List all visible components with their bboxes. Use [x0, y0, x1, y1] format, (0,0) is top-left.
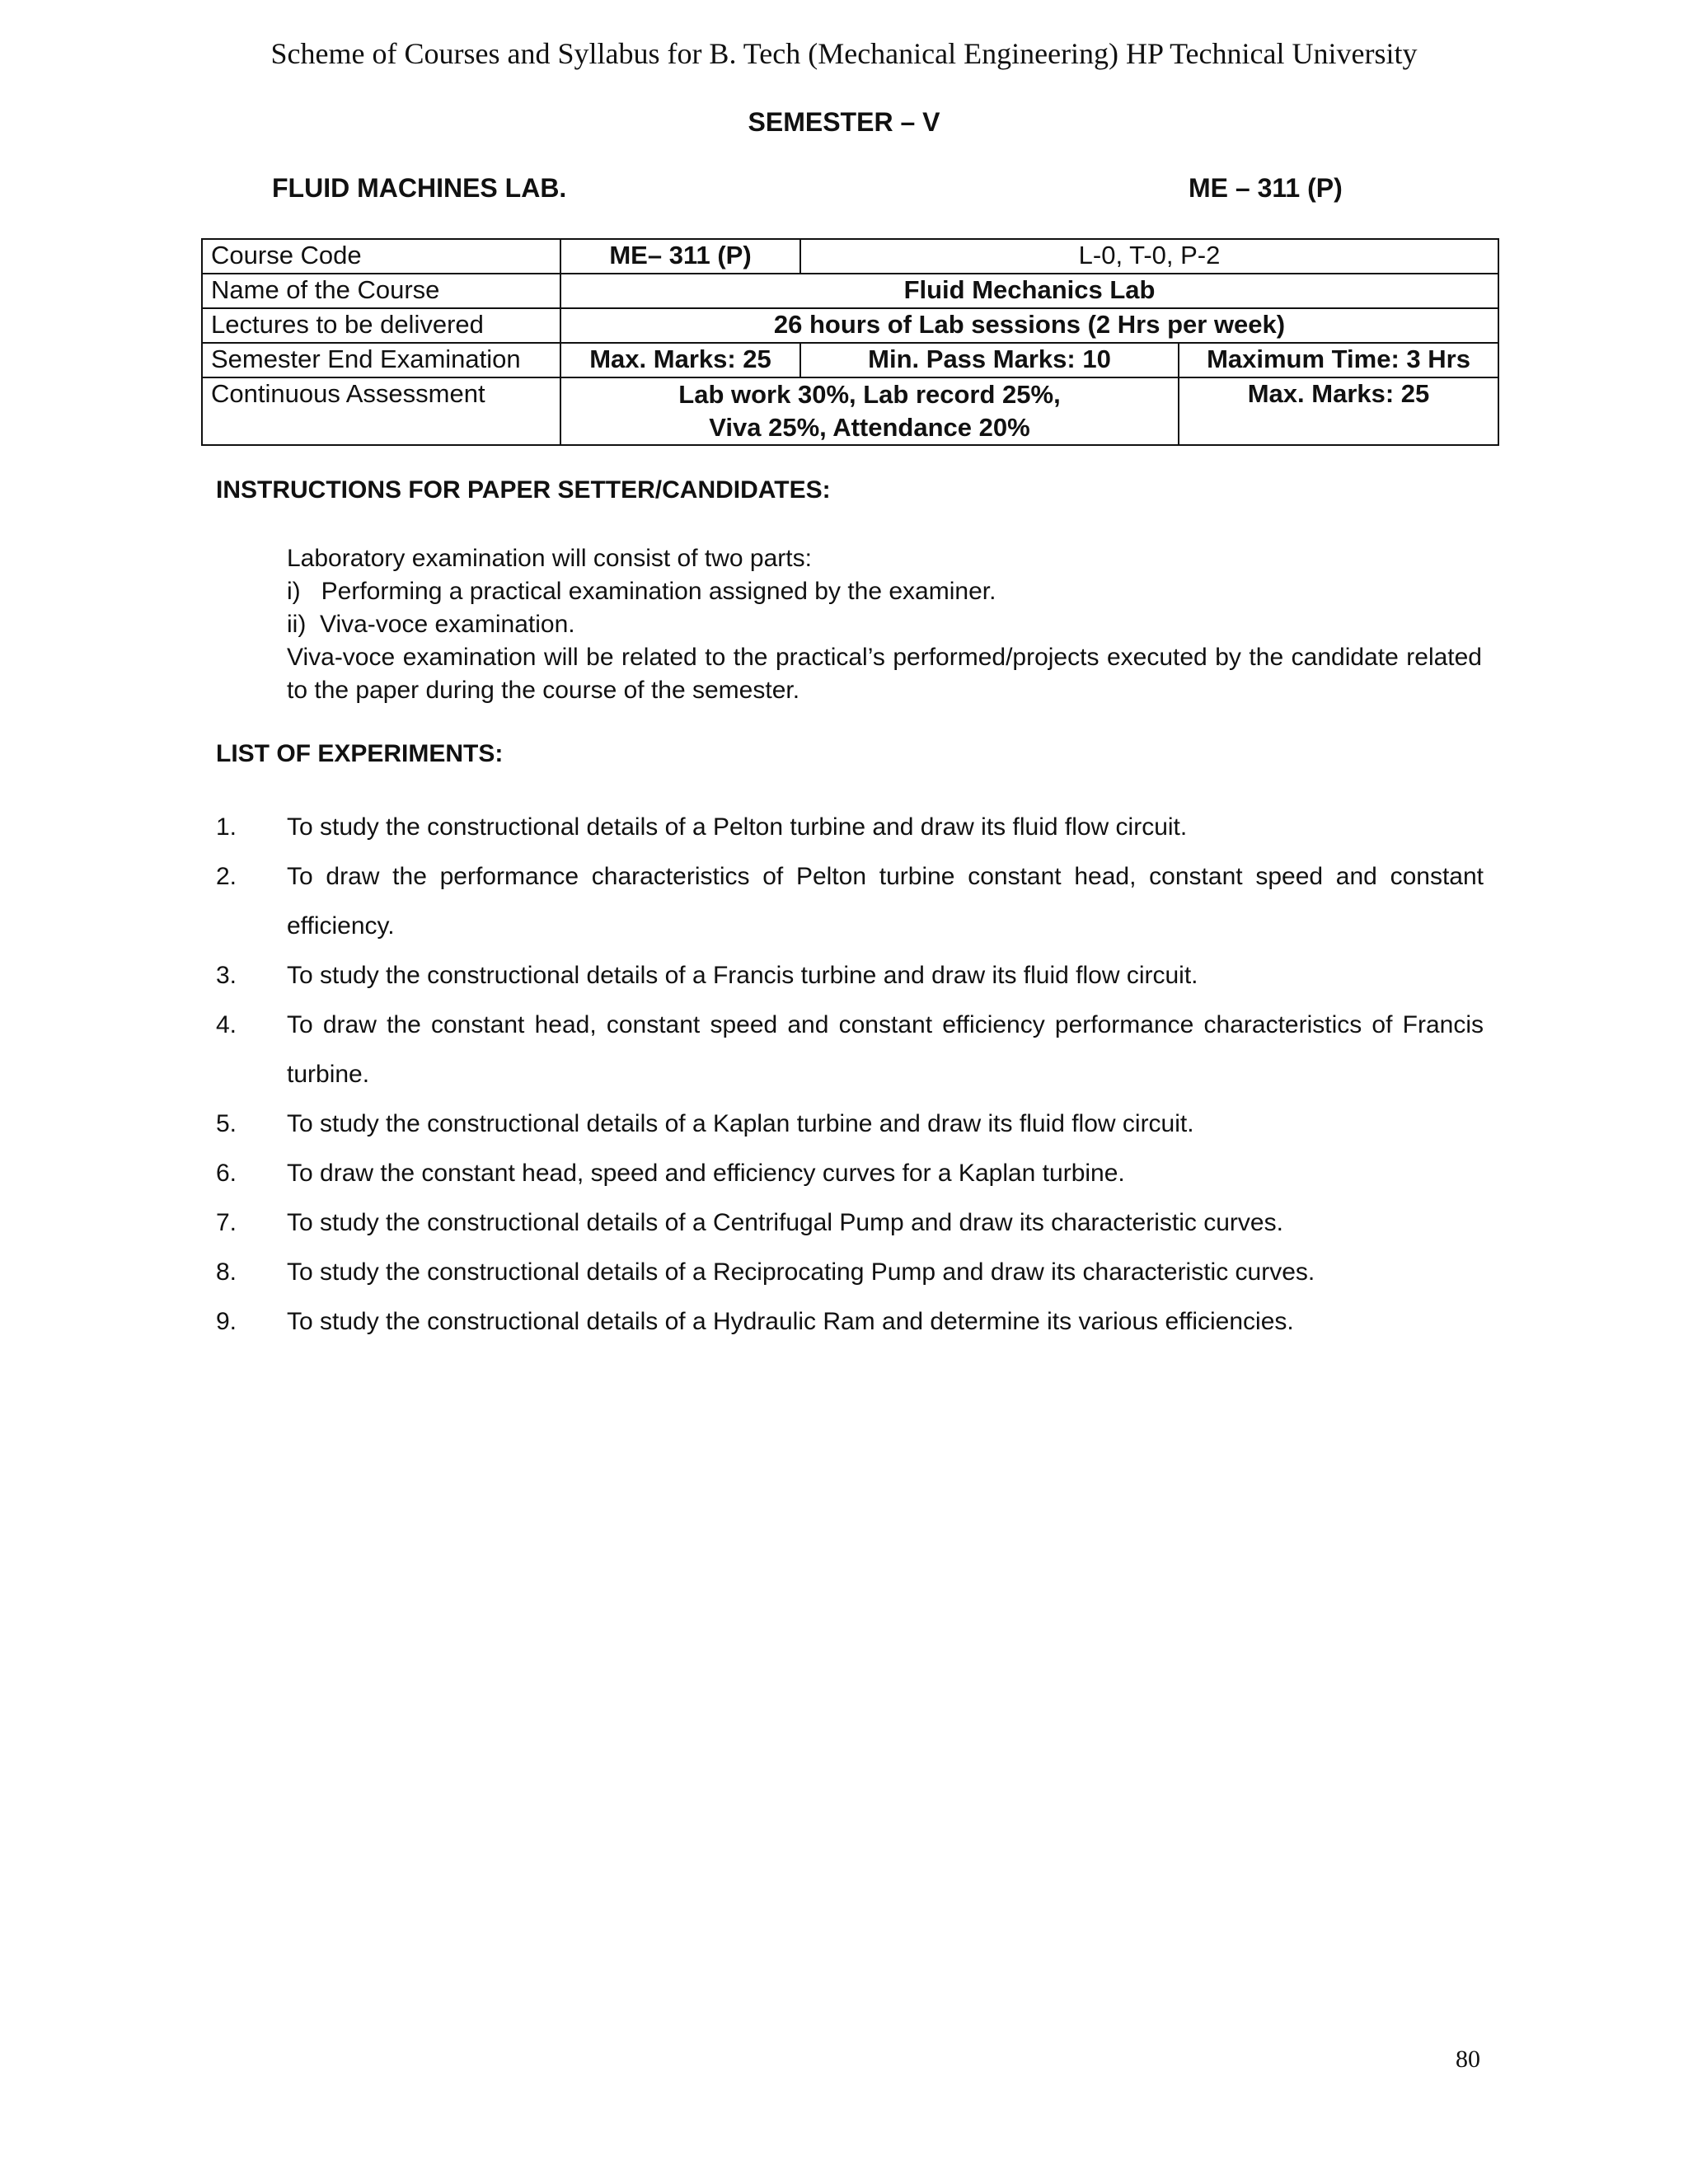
item-number: 6.	[216, 1160, 237, 1187]
instructions-part-2: ii) Viva-voce examination.	[287, 611, 575, 638]
continuous-assessment-label: Continuous Assessment	[202, 377, 560, 445]
course-code-value: ME– 311 (P)	[560, 239, 800, 274]
table-row	[202, 343, 1498, 377]
end-exam-label: Semester End Examination	[202, 343, 560, 377]
item-number: 3.	[216, 962, 237, 989]
continuous-assessment-breakdown	[560, 377, 1179, 445]
list-item	[216, 1099, 1484, 1149]
end-exam-max-marks: Max. Marks: 25	[560, 343, 800, 377]
list-item	[216, 1001, 1484, 1099]
list-item	[216, 1248, 1484, 1297]
list-item	[216, 1149, 1484, 1198]
list-item	[216, 803, 1484, 852]
lectures-label: Lectures to be delivered	[202, 308, 560, 343]
lectures-value: 26 hours of Lab sessions (2 Hrs per week)	[560, 308, 1498, 343]
table-row	[202, 377, 1498, 445]
course-code: ME – 311 (P)	[1189, 173, 1343, 203]
course-name-label: Name of the Course	[202, 274, 560, 308]
assessment-line-1: Lab work 30%, Lab record 25%,	[678, 380, 1061, 409]
instructions-intro: Laboratory examination will consist of two parts:	[287, 545, 812, 572]
instructions-note: Viva-voce examination will be related to the practical’s performed/projects executed by the candidate related to the paper during the course of the semester.	[287, 644, 1482, 704]
item-text: To study the constructional details of a Centrifugal Pump and draw its characteristic curves.	[287, 1209, 1283, 1236]
item-text: To study the constructional details of a Reciprocating Pump and draw its characteristic curves.	[287, 1258, 1315, 1286]
table-row	[202, 308, 1498, 343]
continuous-assessment-max-marks: Max. Marks: 25	[1179, 377, 1498, 445]
assessment-line-2: Viva 25%, Attendance 20%	[709, 413, 1030, 442]
item-text: To study the constructional details of a Francis turbine and draw its fluid flow circuit.	[287, 962, 1198, 989]
item-text: To study the constructional details of a Kaplan turbine and draw its fluid flow circuit.	[287, 1110, 1194, 1137]
item-number: 7.	[216, 1209, 237, 1236]
item-number: 8.	[216, 1258, 237, 1286]
list-item	[216, 951, 1484, 1001]
end-exam-max-time: Maximum Time: 3 Hrs	[1179, 343, 1498, 377]
course-title: FLUID MACHINES LAB.	[272, 173, 567, 203]
course-details-table	[201, 238, 1499, 446]
item-number: 5.	[216, 1110, 237, 1137]
experiments-list	[216, 803, 1484, 1347]
list-item	[216, 1198, 1484, 1248]
table-row	[202, 239, 1498, 274]
ltp-value: L-0, T-0, P-2	[800, 239, 1498, 274]
instructions-body	[287, 542, 1482, 707]
item-text: To draw the constant head, constant speed and constant efficiency performance characteristics of Francis turbine.	[287, 1011, 1484, 1088]
item-number: 9.	[216, 1308, 237, 1335]
running-header: Scheme of Courses and Syllabus for B. Tech (Mechanical Engineering) HP Technical University	[270, 37, 1418, 70]
list-item	[216, 852, 1484, 951]
end-exam-min-pass: Min. Pass Marks: 10	[800, 343, 1179, 377]
page-number: 80	[1456, 2046, 1480, 2073]
course-code-label: Course Code	[202, 239, 560, 274]
experiments-heading: LIST OF EXPERIMENTS:	[216, 740, 504, 767]
item-number: 1.	[216, 813, 237, 841]
semester-heading: SEMESTER – V	[748, 107, 940, 137]
table-row	[202, 274, 1498, 308]
item-number: 2.	[216, 863, 237, 890]
item-text: To study the constructional details of a Pelton turbine and draw its fluid flow circuit.	[287, 813, 1188, 841]
item-text: To study the constructional details of a Hydraulic Ram and determine its various efficiencies.	[287, 1308, 1294, 1335]
instructions-heading: INSTRUCTIONS FOR PAPER SETTER/CANDIDATES:	[216, 476, 831, 504]
item-text: To draw the performance characteristics of Pelton turbine constant head, constant speed and constant efficiency.	[287, 863, 1484, 940]
item-text: To draw the constant head, speed and efficiency curves for a Kaplan turbine.	[287, 1160, 1125, 1187]
instructions-part-1: i) Performing a practical examination assigned by the examiner.	[287, 578, 996, 605]
item-number: 4.	[216, 1011, 237, 1038]
course-name-value: Fluid Mechanics Lab	[560, 274, 1498, 308]
list-item	[216, 1297, 1484, 1347]
